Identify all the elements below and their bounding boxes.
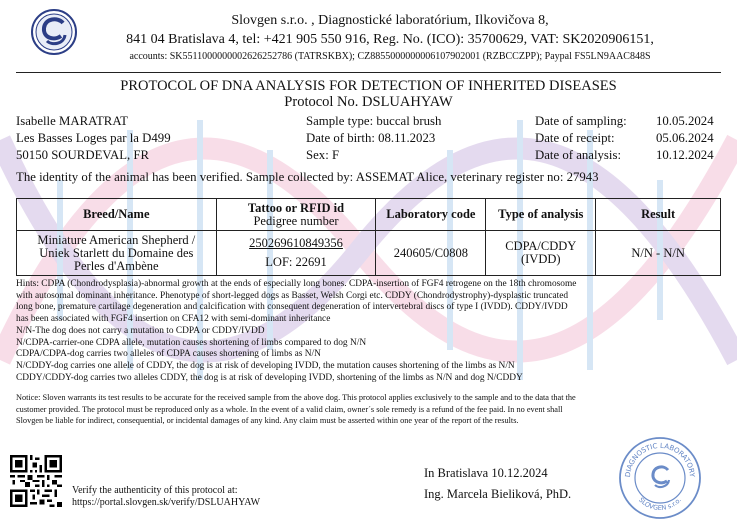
hint-line: with autosomal dominant inheritance. Phenotype of short-legged dogs as Basset, Welsh Corgi etc. CDDY (Chondrodystrophy)-dysplastic truncated: [16, 290, 569, 301]
hint-line: Hints: CDPA (Chondrodysplasia)-abnormal growth at the ends of especially long bones. CDPA-insertion of FGF4 retrogene on the 18th chromosome: [16, 279, 577, 289]
owner-name: Isabelle MARATRAT: [16, 114, 128, 128]
protocol-number: Protocol No. DSLUAHYAW: [284, 94, 453, 110]
hint-line: CDPA/CDPA-dog carries two alleles of CDPA causes shortening of limbs as N/N: [16, 349, 321, 360]
hint-line: CDDY/CDDY-dog carries two alleles CDDY, the dog is at risk of developing IVDD, shortening of the limbs as N/N and dog N/CDDY: [16, 372, 523, 383]
col-lab-code: Laboratory code: [376, 199, 486, 231]
lab-stamp: [618, 436, 702, 520]
header-company: Slovgen s.r.o. , Diagnostické laboratórium, Ilkovičova 8,: [231, 13, 549, 28]
breed-line-1: Miniature American Shepherd /: [37, 232, 196, 247]
cell-rfid: [216, 231, 376, 276]
notice-line: customer provided. The protocol must be reproduced only as a whole. In the event of a valid claim, owner´s sole remedy is a refund of the fee paid. In no event shall: [16, 404, 563, 414]
notice-line: Slovgen be liable for indirect, consequential, or incidental damages of any kind. Any claim must be asserted within one year of the report of the results.: [16, 416, 519, 426]
hint-line: N/CDPA-carrier-one CDPA allele, mutation causes shortening of limbs compared to dog N/N: [16, 337, 367, 348]
sex: Sex: F: [306, 148, 340, 162]
col-result: Result: [596, 199, 721, 231]
analysis-line-1: CDPA/CDDY: [505, 239, 577, 253]
header-accounts: accounts: SK5511000000002626252786 (TATRSKBX); CZ8855000000006107902001 (RZBCCZPP); Paypal FS5LN9AAC848S: [129, 51, 651, 62]
lof-number: LOF: 22691: [265, 255, 327, 269]
receipt-value: 05.06.2024: [656, 131, 714, 145]
stamp-bottom-text: SLOVGEN s.r.o.: [637, 495, 683, 513]
svg-text:SLOVGEN s.r.o.: [637, 496, 683, 512]
header-address: 841 04 Bratislava 4, tel: +421 905 550 916, Reg. No. (ICO): 35700629, VAT: SK2020906151,: [126, 32, 654, 47]
col-breed: Breed/Name: [17, 199, 217, 231]
breed-line-3: Perles d'Ambène: [74, 258, 159, 273]
cell-analysis: [486, 231, 596, 276]
table-header-row: [17, 199, 721, 231]
hints-block: [16, 279, 724, 384]
verify-block: [72, 485, 260, 509]
sample-type: Sample type: buccal brush: [306, 114, 442, 128]
protocol-title: PROTOCOL OF DNA ANALYSIS FOR DETECTION OF INHERITED DISEASES: [120, 78, 617, 94]
hint-line: N/N-The dog does not carry a mutation to CDPA or CDDY/IVDD: [16, 325, 265, 336]
slovgen-logo: [30, 8, 78, 56]
notice-line: Notice: Sloven warrants its test results to be accurate for the received sample from the above dog. This protocol applies exclusively to the sample and to the data that the: [16, 393, 576, 402]
cell-breed: [17, 231, 217, 276]
hint-line: has been associated with FGF4 insertion on CFA12 with semi-dominant inheritance: [16, 314, 331, 325]
rfid-number: 250269610849356: [249, 236, 343, 250]
breed-line-2: Uniek Starlett du Domaine des: [39, 245, 194, 260]
sampling-value: 10.05.2024: [656, 114, 714, 128]
analysis-value: 10.12.2024: [656, 148, 714, 162]
col-tattoo: [216, 199, 376, 231]
hint-line: long bone, premature cartilage degeneration and calcification with consequent degeneration of intervertebral discs of type I (IVDD). CDDY/IVDD: [16, 302, 568, 313]
results-table: [16, 198, 721, 276]
date-of-birth: Date of birth: 08.11.2023: [306, 131, 436, 145]
table-row: [17, 231, 721, 276]
verify-link[interactable]: https://portal.slovgen.sk/verify/DSLUAHYAW: [72, 497, 261, 508]
col-pedigree-label: Pedigree number: [253, 213, 339, 228]
cell-lab-code: 240605/C0808: [376, 231, 486, 276]
place-date: In Bratislava 10.12.2024: [424, 466, 548, 480]
analysis-label: Date of analysis:: [535, 148, 621, 162]
header-divider: [16, 72, 721, 73]
owner-street: Les Basses Loges par la D499: [16, 131, 171, 145]
notice-block: [16, 392, 724, 427]
sampling-label: Date of sampling:: [535, 114, 627, 128]
stamp-top-text: DIAGNOSTIC LABORATORY: [623, 441, 697, 478]
col-tattoo-label: Tattoo or RFID id: [247, 200, 345, 215]
cell-result: N/N - N/N: [596, 231, 721, 276]
verify-text: Verify the authenticity of this protocol at:: [72, 485, 238, 496]
col-analysis: Type of analysis: [486, 199, 596, 231]
hint-line: N/CDDY-dog carries one allele of CDDY, the dog is at risk of developing IVDD, the mutation causes shortening of the limbs as N/N: [16, 360, 515, 371]
owner-city: 50150 SOURDEVAL, FR: [16, 148, 150, 162]
analysis-line-2: (IVDD): [520, 252, 561, 266]
identity-note: The identity of the animal has been verified. Sample collected by: ASSEMAT Alice, veterinary register no: 27943: [16, 170, 599, 184]
receipt-label: Date of receipt:: [535, 131, 615, 145]
signatory-name: Ing. Marcela Bieliková, PhD.: [424, 487, 572, 501]
qr-code[interactable]: [10, 455, 62, 507]
